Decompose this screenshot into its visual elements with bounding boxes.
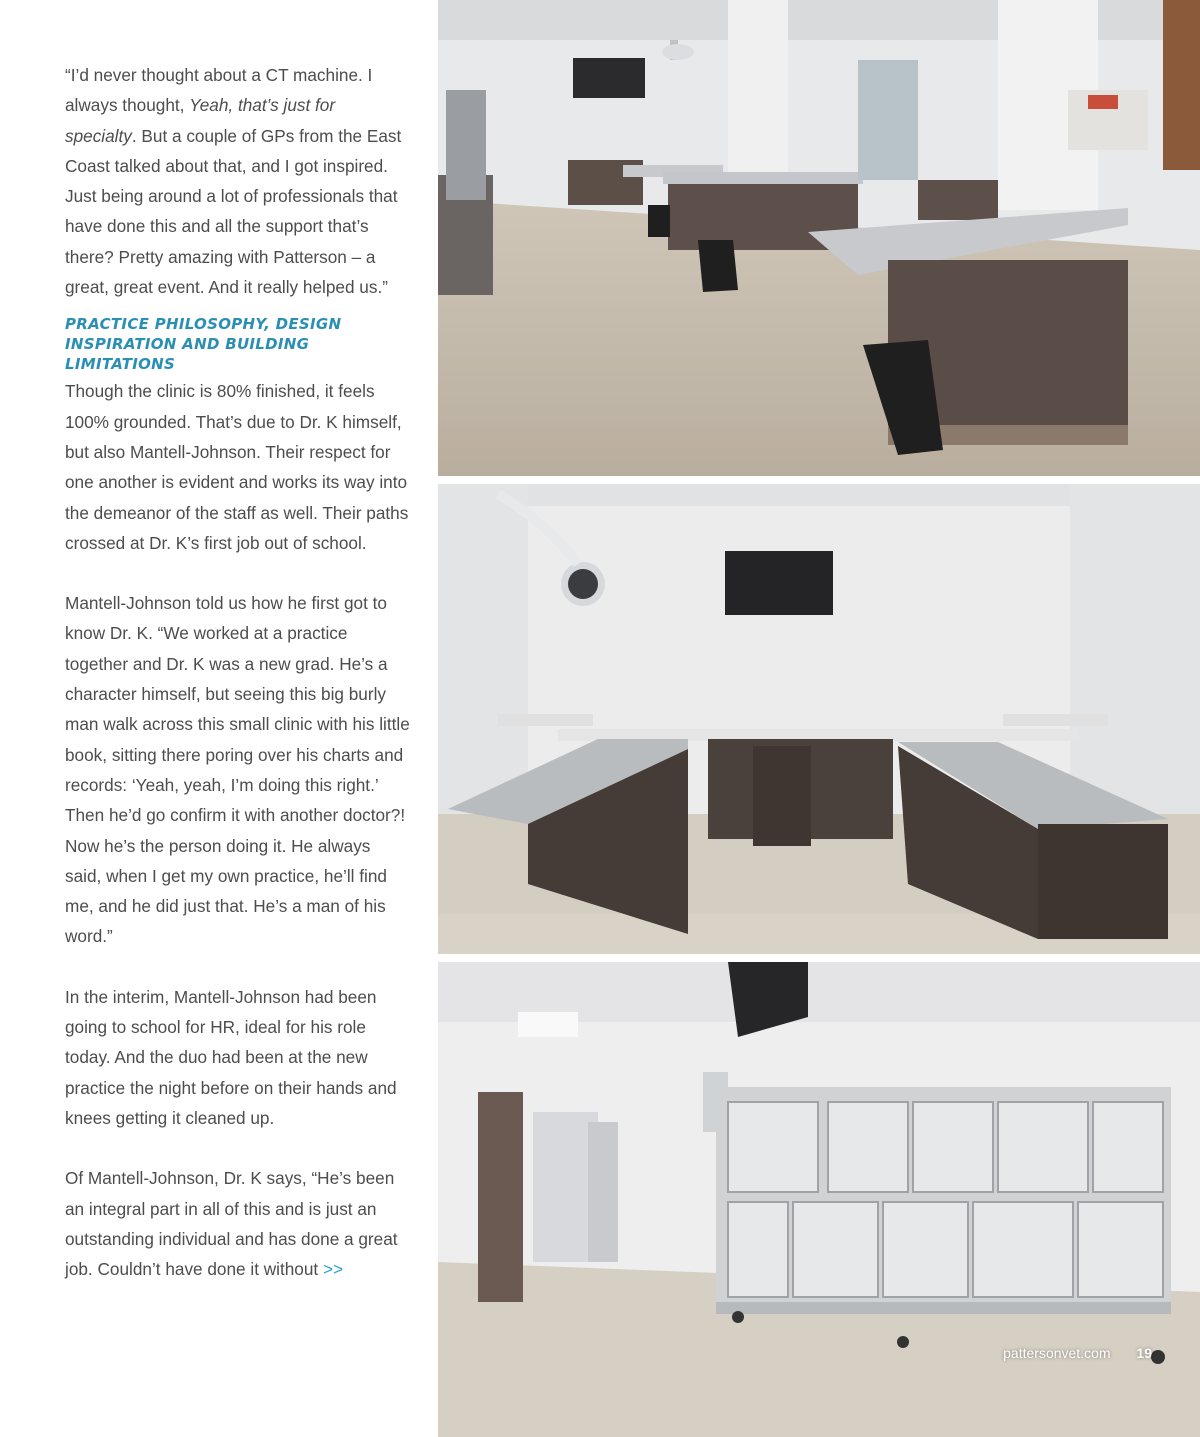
quote-text-end: . But a couple of GPs from the East Coast talked about that, and I got inspired. Just being around a lot of professionals that have done this and all the support that’s there? Pretty amazing with Patterson – a great, great event. And it really helped us.” [65, 125, 402, 298]
photo-wet-tables [438, 484, 1200, 954]
paragraph-interim: In the interim, Mantell-Johnson had been going to school for HR, ideal for his role today. And the duo had been at the new practice the night before on their hands and knees getting it cleaned up. [65, 986, 397, 1128]
paragraph-quote [65, 60, 410, 302]
section-heading: PRACTICE PHILOSOPHY, DESIGN INSPIRATION AND BUILDING LIMITATIONS [65, 315, 342, 374]
footer-url[interactable]: pattersonvet.com [1003, 1345, 1111, 1361]
paragraph-first-meeting: Mantell-Johnson told us how he first got to know Dr. K. “We worked at a practice together and Dr. K was a new grad. He’s a character himself, but seeing this big burly man walk across this small clinic with his little book, sitting there poring over his charts and records: ‘Yeah, yeah, I’m doing this right.’ Then he’d go confirm it with another doctor?! Now he’s the person doing it. He always said, when I get my own practice, he’ll find me, and he did just that. He’s a man of his word.” [65, 593, 410, 947]
paragraph-closing [65, 1163, 410, 1284]
paragraph-philosophy: Though the clinic is 80% finished, it feels 100% grounded. That’s due to Dr. K himself, but also Mantell-Johnson. Their respect for one another is evident and works its way into the demeanor of the staff as well. Their paths crossed at Dr. K’s first job out of school. [65, 381, 409, 553]
quote-text-start: “I’d never thought about a CT machine. I always thought, [65, 65, 373, 116]
photo-treatment-area [438, 0, 1200, 476]
photo-kennel-cages [438, 962, 1200, 1437]
page-footer [1003, 1345, 1152, 1361]
page-number: 19 [1136, 1345, 1152, 1361]
quote-emphasis: Yeah, that’s just for specialty [65, 95, 336, 146]
closing-text: Of Mantell-Johnson, Dr. K says, “He’s been an integral part in all of this and is just an outstanding individual and has done a great job. Couldn’t have done it without [65, 1168, 398, 1280]
article-column [65, 60, 410, 1284]
continue-arrow[interactable]: >> [323, 1259, 344, 1280]
